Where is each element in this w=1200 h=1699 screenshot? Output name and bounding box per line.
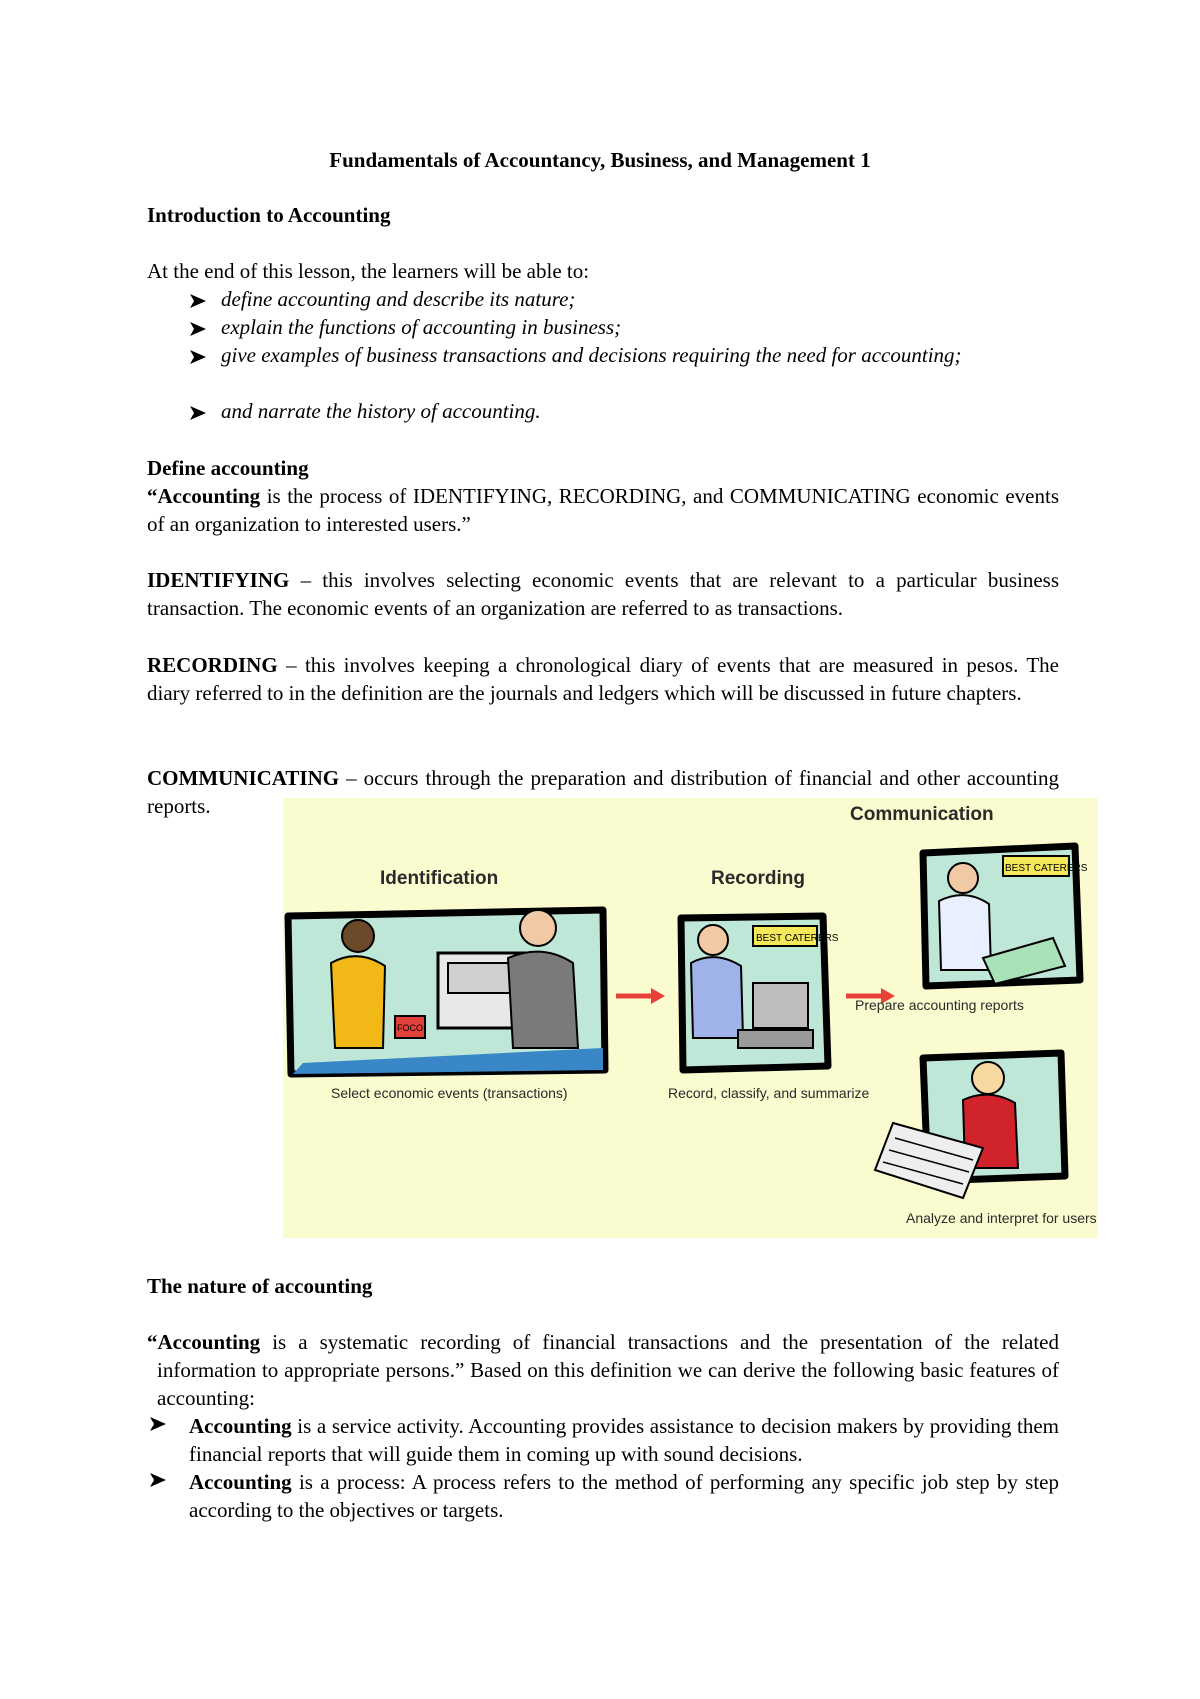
nature-quote: “Accounting is a systematic recording of financial transactions and the presentation of the related information to appropriate persons.” Based on this definition we can derive the following basic features of accounting: bbox=[147, 1330, 1059, 1410]
analyze-caption: Analyze and interpret for users bbox=[906, 1210, 1097, 1226]
objectives-lead: At the end of this lesson, the learners will be able to: bbox=[147, 259, 590, 283]
communicating-paragraph: COMMUNICATING – occurs through the preparation and distribution of financial and other accounting reports. bbox=[147, 766, 1059, 818]
recording-label: Recording bbox=[711, 868, 805, 889]
identification-illustration bbox=[288, 910, 605, 1074]
prepare-reports-illustration bbox=[923, 846, 1088, 986]
arrow-bullet-icon bbox=[149, 1472, 169, 1488]
section-heading-nature: The nature of accounting bbox=[147, 1274, 373, 1298]
identification-caption: Select economic events (transactions) bbox=[331, 1085, 568, 1101]
objective-item: explain the functions of accounting in business; bbox=[0, 313, 1060, 341]
document-title: Fundamentals of Accountancy, Business, and Management 1 bbox=[329, 148, 871, 172]
nature-bullet-item: Accounting is a process: A process refers to the method of performing any specific job step by step according to the objectives or targets. bbox=[147, 1468, 1059, 1524]
recording-illustration bbox=[681, 916, 839, 1070]
figure-illustrations bbox=[283, 798, 1098, 1238]
nature-bullet-item: Accounting is a service activity. Accounting provides assistance to decision makers by providing them financial reports that will guide them in coming up with sound decisions. bbox=[147, 1412, 1059, 1468]
objective-item: and narrate the history of accounting. bbox=[0, 397, 1060, 425]
objective-item: give examples of business transactions and decisions requiring the need for accounting; bbox=[147, 341, 1059, 369]
prepare-reports-caption: Prepare accounting reports bbox=[855, 997, 1024, 1013]
register-sign: FOCO bbox=[397, 1023, 423, 1033]
communication-label: Communication bbox=[850, 804, 994, 825]
accounting-process-figure bbox=[283, 798, 1098, 1238]
recording-sign: BEST CATERERS bbox=[756, 933, 839, 944]
section-heading-define: Define accounting bbox=[147, 456, 309, 480]
process-arrow-icon bbox=[616, 988, 665, 1004]
define-quote: “Accounting is the process of IDENTIFYING, RECORDING, and COMMUNICATING economic events of an organization to interested users.” bbox=[147, 484, 1059, 536]
objective-item: define accounting and describe its nature; bbox=[0, 285, 1060, 313]
communication-sign: BEST CATERERS bbox=[1005, 863, 1088, 874]
nature-bullet-list bbox=[147, 1412, 1059, 1524]
recording-paragraph: RECORDING – this involves keeping a chronological diary of events that are measured in pesos. The diary referred to in the definition are the journals and ledgers which will be discussed in future chapters. bbox=[147, 653, 1059, 705]
arrow-bullet-icon bbox=[189, 349, 209, 365]
identifying-paragraph: IDENTIFYING – this involves selecting economic events that are relevant to a particular business transaction. The economic events of an organization are referred to as transactions. bbox=[147, 568, 1059, 620]
arrow-bullet-icon bbox=[189, 321, 209, 337]
analyze-reports-illustration bbox=[875, 1053, 1065, 1198]
arrow-bullet-icon bbox=[189, 405, 209, 421]
section-heading-intro: Introduction to Accounting bbox=[147, 203, 391, 227]
arrow-bullet-icon bbox=[189, 293, 209, 309]
arrow-bullet-icon bbox=[149, 1416, 169, 1432]
recording-caption: Record, classify, and summarize bbox=[668, 1085, 870, 1101]
identification-label: Identification bbox=[380, 868, 499, 889]
